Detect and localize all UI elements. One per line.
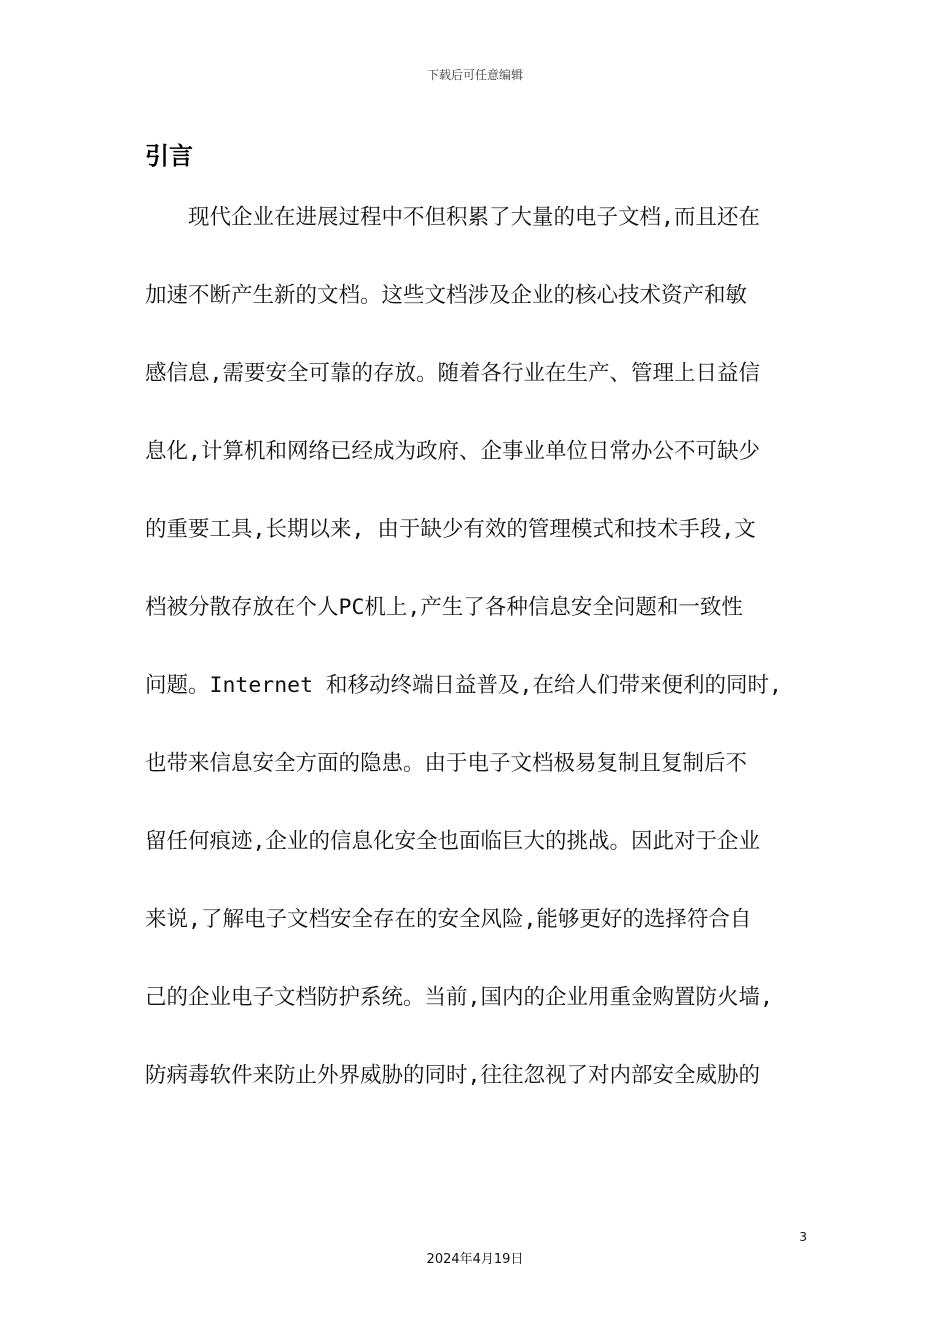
text-line: 问题。Internet 和移动终端日益普及,在给人们带来便利的同时, [145, 673, 782, 698]
page-header-note: 下载后可任意编辑 [426, 68, 523, 82]
text-line: 来说,了解电子文档安全存在的安全风险,能够更好的选择符合自 [145, 907, 752, 932]
section-heading: 引言 [145, 142, 193, 170]
text-line: 防病毒软件来防止外界威胁的同时,往往忽视了对内部安全威胁的 [145, 1063, 760, 1088]
body-paragraph [145, 190, 805, 1126]
text-line: 息化,计算机和网络已经成为政府、企事业单位日常办公不可缺少 [145, 439, 760, 464]
text-line: 加速不断产生新的文档。这些文档涉及企业的核心技术资产和敏 [145, 283, 748, 308]
text-line: 感信息,需要安全可靠的存放。随着各行业在生产、管理上日益信 [145, 361, 760, 386]
text-line: 也带来信息安全方面的隐患。由于电子文档极易复制且复制后不 [145, 751, 748, 776]
footer-date: 2024年4月19日 [426, 1252, 524, 1267]
text-line: 现代企业在进展过程中不但积累了大量的电子文档,而且还在 [145, 205, 760, 230]
text-line: 留任何痕迹,企业的信息化安全也面临巨大的挑战。因此对于企业 [145, 829, 760, 854]
page-number: 3 [799, 1230, 807, 1244]
text-line: 的重要工具,长期以来, 由于缺少有效的管理模式和技术手段,文 [145, 517, 756, 542]
text-line: 己的企业电子文档防护系统。当前,国内的企业用重金购置防火墙, [145, 985, 773, 1010]
text-line: 档被分散存放在个人PC机上,产生了各种信息安全问题和一致性 [145, 595, 743, 620]
